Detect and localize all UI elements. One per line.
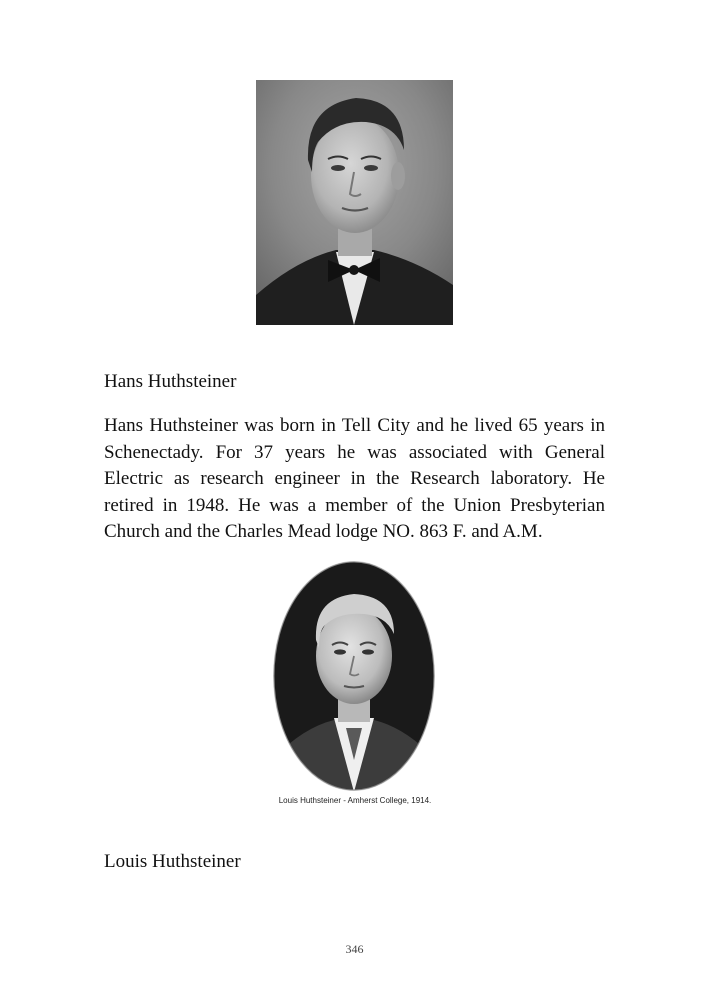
- louis-name-heading: Louis Huthsteiner: [104, 851, 241, 872]
- page-number: 346: [345, 942, 364, 956]
- hans-name-heading: Hans Huthsteiner: [104, 371, 237, 392]
- hans-portrait-photo: [256, 80, 453, 325]
- louis-photo-caption: Louis Huthsteiner - Amherst College, 1914.: [278, 796, 432, 805]
- louis-oval-portrait-photo: [272, 560, 436, 792]
- hans-biography-paragraph: Hans Huthsteiner was born in Tell City and he lived 65 years in Schenectady. For 37 years he was associated with General Electric as research engineer in the Research laboratory. He retired in 1948. He was a member of the Union Presbyterian Church and the Charles Mead lodge NO. 863 F. and A.M.: [104, 415, 605, 543]
